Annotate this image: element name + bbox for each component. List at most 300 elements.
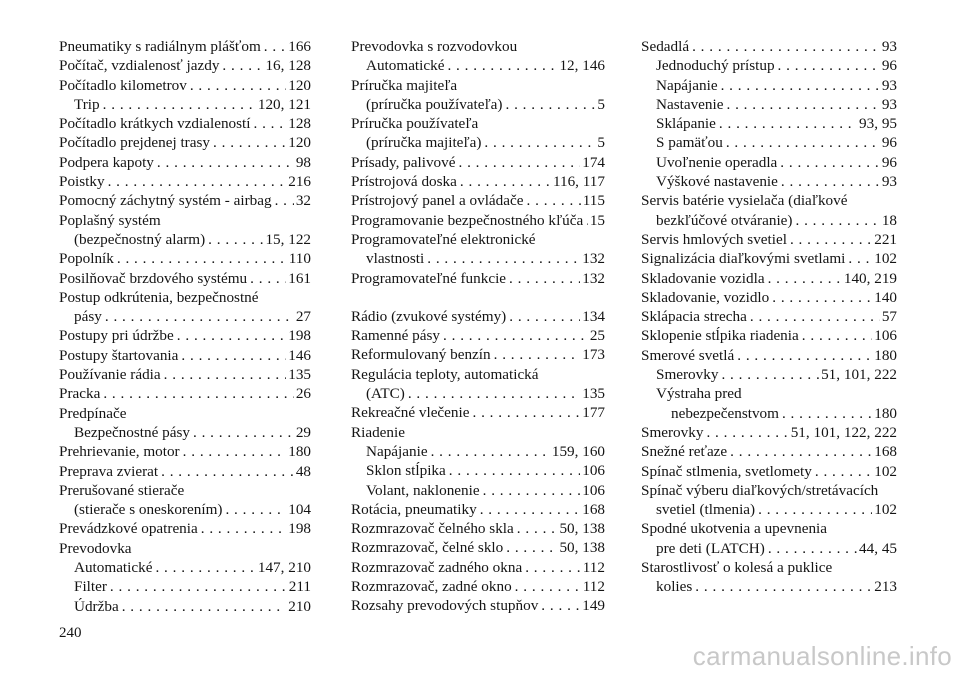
entry-line: [74, 500, 311, 519]
index-entry: [641, 153, 897, 172]
entry-line: [59, 519, 311, 538]
index-entry: [641, 172, 897, 191]
entry-pages: 102: [874, 462, 897, 480]
dot-leader: [512, 577, 581, 596]
dot-leader: [455, 153, 580, 172]
entry-pages: 180: [874, 404, 897, 422]
dot-leader: [703, 423, 788, 442]
index-entry: [641, 76, 897, 95]
entry-text: Spínač stlmenia, svetlomety: [641, 462, 812, 480]
entry-text: Bezpečnostné pásy: [74, 423, 190, 441]
entry-pages: 32: [295, 192, 311, 210]
entry-text: Uvoľnenie operadla: [656, 153, 778, 171]
entry-line: [641, 288, 897, 307]
entry-line: [59, 37, 311, 56]
entry-text: Prísady, palivové: [351, 153, 456, 171]
entry-pages: 135: [288, 366, 311, 384]
dot-leader: [514, 519, 558, 538]
entry-line: [74, 230, 311, 249]
entry-text: Rotácia, pneumatiky: [351, 500, 477, 518]
entry-pages: 98: [295, 153, 311, 171]
index-entry: [59, 326, 311, 345]
entry-pages: 96: [881, 57, 897, 75]
entry-line: [351, 558, 605, 577]
index-entry: [641, 288, 897, 307]
dot-leader: [158, 462, 294, 481]
dot-leader: [107, 577, 287, 596]
entry-pages: 15, 122: [265, 230, 311, 248]
entry-pages: 12, 146: [559, 57, 605, 75]
entry-pages: 135: [582, 385, 605, 403]
dot-leader: [187, 76, 286, 95]
entry-text: Automatické: [366, 57, 445, 75]
entry-pages: 96: [881, 153, 897, 171]
entry-pages: 93: [881, 38, 897, 55]
index-entry: [59, 442, 311, 461]
entry-pages: 140, 219: [843, 269, 897, 287]
index-entry: [351, 172, 605, 191]
entry-line: [74, 558, 311, 577]
entry-line: [641, 269, 897, 288]
index-entry: [59, 577, 311, 596]
dot-leader: [440, 326, 588, 345]
page-number: 240: [59, 625, 82, 641]
entry-line: [641, 326, 897, 345]
index-entry: [351, 442, 605, 461]
entry-text: Ramenné pásy: [351, 327, 440, 345]
index-entry: [351, 519, 605, 538]
entry-text: Rekreačné vlečenie: [351, 404, 470, 422]
index-column-2: [351, 37, 605, 616]
entry-pages: 168: [874, 443, 897, 461]
entry-pages: 149: [582, 597, 605, 615]
entry-text: pásy: [74, 308, 102, 326]
entry-text: Počítadlo kilometrov: [59, 76, 187, 94]
dot-leader: [723, 95, 879, 114]
index-entry: [641, 191, 897, 230]
index-entry: [59, 153, 311, 172]
dot-leader: [775, 56, 880, 75]
index-entry: [59, 211, 311, 230]
dot-leader: [222, 500, 286, 519]
index-entry: [59, 95, 311, 114]
entry-pages: 26: [295, 385, 311, 403]
index-entry: [351, 558, 605, 577]
entry-line: [366, 481, 605, 500]
dot-leader: [481, 133, 595, 152]
dot-leader: [219, 56, 263, 75]
entry-text: Smerovky: [656, 366, 719, 384]
index-column-1: [59, 37, 311, 616]
dot-leader: [506, 307, 580, 326]
index-entry: [59, 558, 311, 577]
dot-leader: [718, 365, 819, 384]
entry-pages: 177: [582, 404, 605, 422]
entry-line: [656, 114, 897, 133]
entry-line: [641, 211, 897, 230]
dot-leader: [272, 191, 294, 210]
index-entry: [641, 230, 897, 249]
entry-line: [351, 519, 605, 538]
entry-text: Postupy pri údržbe: [59, 327, 174, 345]
entry-text: Signalizácia diaľkovými svetlami: [641, 250, 846, 268]
entry-pages: 146: [288, 346, 311, 364]
dot-leader: [779, 404, 872, 423]
entry-text: Príručka majiteľa: [351, 76, 458, 94]
entry-text: Postup odkrútenia, bezpečnostné: [59, 288, 259, 306]
index-entry: [351, 481, 605, 500]
entry-line: [59, 172, 311, 191]
index-entry: [641, 481, 897, 520]
entry-line: [366, 56, 605, 75]
index-entry: [641, 558, 897, 597]
index-entry: [351, 95, 605, 114]
entry-text: Rozmrazovač zadného okna: [351, 558, 523, 576]
index-entry: [351, 500, 605, 519]
index-entry: [351, 307, 605, 326]
index-entry: [641, 269, 897, 288]
dot-leader: [765, 269, 842, 288]
entry-line: [366, 461, 605, 480]
entry-pages: 134: [582, 307, 605, 325]
entry-text: Používanie rádia: [59, 366, 161, 384]
entry-pages: 161: [288, 269, 311, 287]
index-entry: [351, 596, 605, 615]
entry-pages: 168: [582, 500, 605, 518]
entry-pages: 174: [582, 153, 605, 171]
index-entry: [351, 211, 605, 230]
entry-line: [74, 95, 311, 114]
dot-leader: [205, 230, 263, 249]
entry-line: [641, 462, 897, 481]
entry-line: [656, 133, 897, 152]
dot-leader: [524, 191, 581, 210]
entry-line: [59, 191, 311, 210]
entry-text: Regulácia teploty, automatická: [351, 365, 539, 383]
dot-leader: [769, 288, 872, 307]
entry-line: [59, 442, 311, 461]
index-entry: [59, 519, 311, 538]
dot-leader: [506, 269, 580, 288]
entry-text: Automatické: [74, 559, 153, 577]
index-entry: [59, 481, 311, 500]
index-entry: [641, 307, 897, 326]
entry-line: [656, 172, 897, 191]
entry-line: [351, 153, 605, 172]
dot-leader: [210, 133, 286, 152]
dot-leader: [755, 500, 872, 519]
entry-text: (ATC): [366, 385, 405, 403]
entry-text: (príručka majiteľa): [366, 134, 482, 152]
index-entry: [351, 326, 605, 345]
entry-text: bezkľúčové otváranie): [656, 211, 793, 229]
entry-line: [59, 384, 311, 403]
index-entry: [59, 76, 311, 95]
entry-pages: 16, 128: [265, 57, 311, 75]
index-entry: [59, 597, 311, 616]
dot-leader: [100, 95, 256, 114]
index-entry: [351, 345, 605, 364]
entry-line: [351, 500, 605, 519]
entry-text: Spínač výberu diaľkových/stretávacích: [641, 481, 879, 499]
entry-pages: 50, 138: [559, 539, 605, 557]
entry-pages: 93, 95: [859, 115, 897, 133]
entry-text: Rozmrazovač čelného skla: [351, 520, 514, 538]
entry-line: [351, 172, 605, 191]
index-entry: [351, 365, 605, 404]
index-entry: [59, 346, 311, 365]
entry-text: Skladovanie vozidla: [641, 269, 765, 287]
entry-text: Reformulovaný benzín: [351, 346, 491, 364]
entry-pages: 106: [582, 481, 605, 499]
entry-pages: 120: [288, 134, 311, 152]
index-entry: [351, 114, 605, 133]
entry-pages: 173: [582, 346, 605, 364]
index-entry: [351, 423, 605, 442]
entry-line: [641, 500, 897, 519]
dot-leader: [261, 37, 286, 56]
entry-pages: 198: [288, 327, 311, 345]
index-entry: [641, 95, 897, 114]
entry-text: Jednoduchý prístup: [656, 57, 775, 75]
dot-leader: [723, 133, 880, 152]
entry-text: Filter: [74, 578, 107, 596]
entry-pages: 93: [881, 95, 897, 113]
index-entry: [641, 114, 897, 133]
dot-leader: [538, 596, 580, 615]
entry-pages: 29: [295, 423, 311, 441]
dot-leader: [100, 384, 293, 403]
entry-text: Popolník: [59, 250, 114, 268]
entry-line: [656, 56, 897, 75]
index-entry: [59, 423, 311, 442]
dot-leader: [105, 172, 287, 191]
entry-pages: 57: [881, 308, 897, 326]
dot-leader: [799, 326, 872, 345]
entry-pages: 44, 45: [859, 539, 897, 557]
entry-line: [656, 153, 897, 172]
entry-text: Výstraha pred: [656, 385, 742, 403]
dot-leader: [522, 558, 581, 577]
index-entry: [59, 133, 311, 152]
entry-pages: 51, 101, 122, 222: [790, 423, 897, 441]
index-entry: [59, 191, 311, 210]
entry-text: S pamäťou: [656, 134, 723, 152]
entry-pages: 51, 101, 222: [821, 366, 897, 384]
dot-leader: [845, 249, 872, 268]
entry-text: Podpera kapoty: [59, 153, 154, 171]
index-entry: [641, 346, 897, 365]
entry-pages: 93: [881, 173, 897, 191]
entry-text: Poistky: [59, 173, 105, 191]
dot-leader: [480, 481, 581, 500]
index-entry: [641, 462, 897, 481]
dot-leader: [114, 249, 287, 268]
entry-text: Výškové nastavenie: [656, 173, 778, 191]
entry-line: [656, 365, 897, 384]
entry-line: [351, 403, 605, 422]
dot-leader: [689, 37, 880, 56]
entry-line: [656, 76, 897, 95]
index-entry: [351, 37, 605, 56]
entry-pages: 166: [288, 38, 311, 55]
entry-pages: 27: [295, 308, 311, 326]
entry-text: Rozsahy prevodových stupňov: [351, 597, 539, 615]
dot-leader: [190, 423, 294, 442]
index-entry: [641, 133, 897, 152]
entry-text: Nastavenie: [656, 95, 724, 113]
entry-line: [641, 307, 897, 326]
entry-pages: 211: [288, 578, 311, 596]
entry-text: Údržba: [74, 597, 119, 615]
entry-line: [641, 249, 897, 268]
entry-line: [351, 307, 605, 326]
entry-line: [641, 577, 897, 596]
entry-line: [351, 384, 605, 403]
entry-pages: 115: [582, 192, 605, 210]
entry-pages: 140: [874, 288, 897, 306]
entry-line: [59, 153, 311, 172]
entry-line: [59, 133, 311, 152]
entry-line: [351, 249, 605, 268]
dot-leader: [716, 114, 857, 133]
index-entry: [351, 230, 605, 269]
entry-pages: 106: [874, 327, 897, 345]
entry-text: (stierače s oneskorením): [74, 501, 223, 519]
entry-pages: 120, 121: [257, 95, 311, 113]
index-entry: [59, 365, 311, 384]
entry-text: Napájanie: [366, 442, 428, 460]
entry-line: [351, 269, 605, 288]
entry-line: [656, 404, 897, 423]
entry-pages: 50, 138: [559, 520, 605, 538]
entry-line: [59, 114, 311, 133]
index-entry: [641, 37, 897, 56]
index-entry: [59, 269, 311, 288]
dot-leader: [119, 597, 287, 616]
entry-pages: 48: [295, 462, 311, 480]
entry-pages: 25: [589, 327, 605, 345]
index-entry: [59, 462, 311, 481]
entry-pages: 112: [582, 558, 605, 576]
index-entry: [351, 577, 605, 596]
dot-leader: [727, 442, 872, 461]
entry-text: Prehrievanie, motor: [59, 443, 180, 461]
entry-text: Poplašný systém: [59, 211, 161, 229]
entry-line: [641, 37, 897, 56]
entry-pages: 96: [881, 134, 897, 152]
entry-pages: 198: [288, 520, 311, 538]
entry-line: [641, 423, 897, 442]
entry-text: Programovateľné elektronické: [351, 230, 536, 248]
entry-pages: 116, 117: [552, 173, 605, 191]
entry-line: [59, 326, 311, 345]
index-entry: [59, 404, 311, 423]
dot-leader: [250, 114, 286, 133]
entry-text: Príručka používateľa: [351, 115, 479, 133]
dot-leader: [491, 345, 581, 364]
dot-leader: [747, 307, 880, 326]
dot-leader: [477, 500, 581, 519]
entry-text: Prerušované stierače: [59, 481, 185, 499]
dot-leader: [787, 230, 872, 249]
dot-leader: [778, 172, 880, 191]
dot-leader: [161, 365, 287, 384]
entry-pages: 102: [874, 501, 897, 519]
entry-text: (príručka používateľa): [366, 95, 503, 113]
entry-text: Pomocný záchytný systém - airbag: [59, 192, 272, 210]
entry-text: Sklápanie: [656, 115, 716, 133]
entry-text: Posilňovač brzdového systému: [59, 269, 248, 287]
entry-pages: 132: [582, 269, 605, 287]
entry-text: nebezpečenstvom: [671, 404, 779, 422]
dot-leader: [457, 172, 551, 191]
entry-text: Počítadlo prejdenej trasy: [59, 134, 210, 152]
index-entry: [59, 230, 311, 249]
entry-line: [351, 211, 605, 230]
dot-leader: [469, 403, 580, 422]
entry-text: Trip: [74, 95, 100, 113]
entry-line: [641, 230, 897, 249]
dot-leader: [503, 538, 557, 557]
entry-line: [59, 307, 311, 326]
entry-text: Počítadlo krátkych vzdialeností: [59, 115, 251, 133]
index-entry: [59, 500, 311, 519]
index-entry: [351, 153, 605, 172]
dot-leader: [247, 269, 286, 288]
entry-line: [59, 249, 311, 268]
index-entry: [59, 249, 311, 268]
entry-text: Riadenie: [351, 423, 405, 441]
dot-leader: [152, 558, 255, 577]
entry-line: [641, 539, 897, 558]
entry-pages: 106: [582, 462, 605, 480]
index-entry: [59, 37, 311, 56]
dot-leader: [180, 442, 287, 461]
entry-line: [59, 346, 311, 365]
index-entry: [641, 326, 897, 345]
dot-leader: [718, 76, 880, 95]
entry-text: Spodné ukotvenia a upevnenia: [641, 520, 827, 538]
entry-pages: 213: [874, 578, 897, 596]
dot-leader: [792, 211, 879, 230]
index-column-3: [641, 37, 897, 597]
index-entry: [641, 384, 897, 423]
entry-pages: 147, 210: [257, 559, 311, 577]
entry-line: [351, 577, 605, 596]
entry-text: Sklopenie stĺpika riadenia: [641, 327, 799, 345]
entry-pages: 104: [288, 501, 311, 519]
entry-line: [656, 95, 897, 114]
dot-leader: [178, 346, 286, 365]
dot-leader: [734, 346, 872, 365]
entry-text: Rádio (zvukové systémy): [351, 307, 507, 325]
entry-pages: 15: [589, 211, 605, 229]
dot-leader: [198, 519, 286, 538]
entry-line: [351, 538, 605, 557]
dot-leader: [812, 462, 872, 481]
entry-text: Starostlivosť o kolesá a puklice: [641, 559, 833, 577]
entry-text: vlastnosti: [366, 250, 425, 268]
entry-pages: 5: [597, 95, 605, 113]
entry-line: [74, 577, 311, 596]
entry-line: [74, 423, 311, 442]
entry-pages: 159, 160: [551, 442, 605, 460]
entry-text: Smerové svetlá: [641, 346, 735, 364]
entry-text: Programovanie bezpečnostného kľúča: [351, 211, 584, 229]
index-entry: [351, 76, 605, 95]
index-entry: [59, 384, 311, 403]
